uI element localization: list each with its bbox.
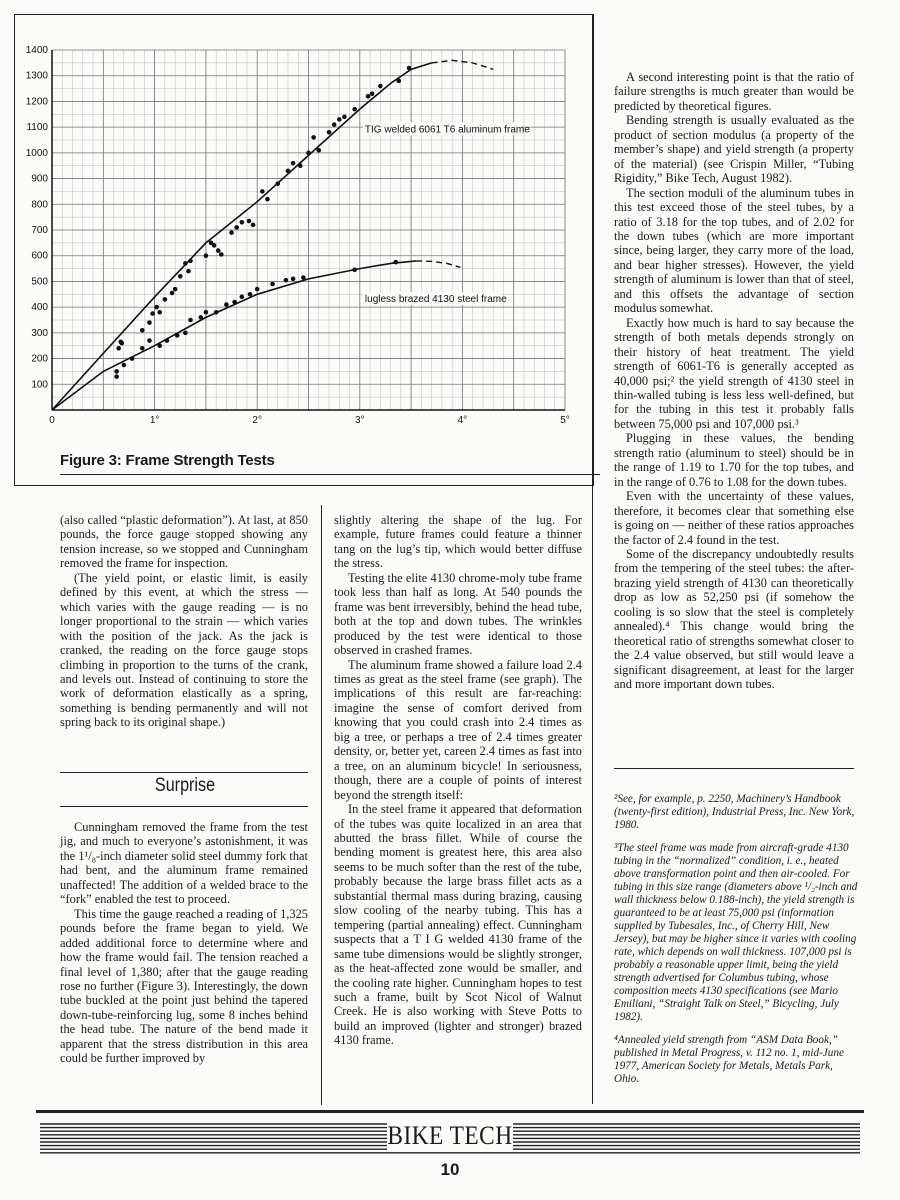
data-point: [311, 135, 316, 140]
frame-strength-chart: [0, 0, 600, 450]
data-point: [188, 259, 193, 264]
data-point: [275, 181, 280, 186]
middle-column: [334, 513, 582, 1048]
data-point: [116, 346, 121, 351]
data-point: [140, 328, 145, 333]
data-point: [327, 130, 332, 135]
data-point: [251, 223, 256, 228]
paragraph: In the steel frame it appeared that deformation of the tubes was quite localized in an area that abutted the brass fillet. While of course the bending moment is greatest here, this area also seems to be much softer than the rest of the tube, probably because the large brass fillet acts as a substantial thermal mass during brazing, causing slow cooling of the nearby tubing. This has a tempering (partial annealing) effect. Cunningham suspects that a T I G welded 4130 frame of the same tube dimensions would be slightly stronger, as the heat-affected zone would be smaller, and the cooling rate higher. Cunningham hopes to test such a frame, built by Scot Nicol of Walnut Creek. He is also working with Steve Potts to build an improved (lighter and stronger) brazed 4130 frame.: [334, 802, 582, 1048]
heading-rule-bottom: [60, 806, 308, 807]
paragraph: This time the gauge reached a reading of 1,325 pounds before the frame began to yield. We added additional force to determine where and how the frame would fail. The tension reached a final level of 1,380; after that the gauge reading rose no further (Figure 3). Interestingly, the down tube buckled at the point just behind the tapered down-tube-reinforcing lug, some 8 inches behind the head tube. The nature of the bend made it apparent that the stress distribution in this area could be further improved by: [60, 906, 308, 1066]
page-number: 10: [440, 1160, 460, 1179]
footnotes: [614, 793, 858, 1096]
series-label: TIG welded 6061 T6 aluminum frame: [364, 124, 530, 136]
y-tick-label: 1100: [26, 122, 48, 134]
section-heading: Surprise: [154, 775, 216, 796]
data-point: [147, 338, 152, 343]
data-point: [130, 356, 135, 361]
masthead-title: BIKE TECH: [387, 1121, 513, 1150]
data-point: [337, 117, 342, 122]
data-point: [163, 297, 168, 302]
y-tick-label: 1300: [25, 70, 48, 82]
footnote-2: ²See, for example, p. 2250, Machinery’s Handbook (twenty-first edition), Industrial Press, Inc. New York, 1980.: [614, 793, 855, 831]
data-point: [393, 260, 398, 265]
data-point: [147, 320, 152, 325]
caption-rule: [60, 474, 600, 475]
series-curve-dashed: [416, 261, 460, 267]
data-point: [183, 331, 188, 336]
data-point: [150, 311, 155, 316]
data-point: [178, 274, 183, 279]
data-point: [396, 79, 401, 84]
data-point: [157, 343, 162, 348]
data-point: [183, 261, 188, 266]
column-divider-right: [592, 14, 593, 1104]
data-point: [265, 197, 270, 202]
data-point: [306, 151, 311, 156]
column-divider-middle: [321, 505, 322, 1105]
paragraph: Cunningham removed the frame from the test jig, and much to everyone’s astonishment, it was the 1¹/₈-inch diameter solid steel dummy fork that had bent, and the aluminum frame remained unaffected! The addition of a welded brace to the “fork” enabled the test to proceed.: [60, 820, 308, 907]
data-point: [154, 305, 159, 310]
y-tick-label: 200: [31, 353, 48, 365]
data-point: [260, 189, 265, 194]
paragraph: Some of the discrepancy undoubtedly results from the tempering of the steel tubes: the after-brazing yield strength of 4130 can theoretically drop as low as 52,250 psi (if somehow the cooling is so slow that the steel is completely annealed).⁴ This change would bring the theoretical ratio of strengths somewhat closer to the 2.4 value observed, but still would leave a significant disagreement, at least for the larger and more important down tubes.: [614, 546, 854, 692]
data-point: [301, 275, 306, 280]
paragraph: slightly altering the shape of the lug. For example, future frames could feature a thinner tang on the lug’s tip, which would better diffuse the stress.: [334, 513, 582, 571]
y-tick-label: 1000: [25, 147, 48, 159]
x-tick-label: 4°: [457, 415, 468, 426]
footnote-3: ³The steel frame was made from aircraft-grade 4130 tubing in the “normalized” condition, i. e., heated above transformation point and then air-cooled. For tubing in this size range (diameters above ¹/₂-inch and wall thickness below 0.188-inch), the yield strength is guaranteed to be at least 75,000 psi (information supplied by Tubesales, Inc., of Cherry Hill, New Jersey), but may be higher since it varies with cooling rate, which depends on wall thickness. 107,000 psi is probably a reasonable upper limit, being the yield strength advertised for Columbus tubing, whose composition meets 4130 specifications (see Mario Emiliani, “Straight Talk on Steel,” Bicycling, July 1982).: [614, 842, 858, 1023]
right-column: [614, 70, 854, 691]
data-point: [366, 94, 371, 99]
y-tick-label: 400: [31, 302, 48, 314]
paragraph: The aluminum frame showed a failure load 2.4 times as great as the steel frame (see graph). The implications of this result are far-reaching: imagine the sense of comfort derived from knowing that you could crash into 2.4 times as big a tree, or perhaps a tree of 2.4 times greater density, or, better yet, careen 2.4 times as fast into a tree, on an aluminum bicycle! In seriousness, though, there are a couple of points of interest beyond the strength itself:: [334, 657, 582, 802]
paragraph: (The yield point, or elastic limit, is easily defined by this event, at which the stress — which varies with the gauge reading — is no longer proportional to the strain — which varies with the position of the jack. As the jack is cranked, the reading on the force gauge stops climbing in proportion to the turns of the crank, and levels out. Instead of continuing to store the work of deformation elastically as a spring, something is bending permanently and will not spring back to its original shape.): [60, 570, 308, 730]
data-point: [240, 220, 245, 225]
data-point: [291, 277, 296, 282]
data-point: [378, 84, 383, 89]
paragraph: (also called “plastic deformation”). At last, at 850 pounds, the force gauge stopped showing any tension increase, so we stopped and Cunningham removed the frame for inspection.: [60, 513, 308, 571]
data-point: [232, 300, 237, 305]
y-tick-label: 1200: [25, 96, 48, 108]
data-point: [173, 287, 178, 292]
y-tick-label: 1400: [25, 45, 48, 56]
data-point: [316, 148, 321, 153]
data-point: [248, 292, 253, 297]
data-point: [270, 282, 275, 287]
paragraph: Plugging in these values, the bending strength ratio (aluminum to steel) should be in the range of 1.19 to 1.70 for the top tubes, and in the range of 0.76 to 1.08 for the down tubes.: [614, 431, 854, 489]
data-point: [114, 374, 119, 379]
series-curve: [52, 261, 416, 410]
left-column-top: [60, 513, 308, 730]
left-column-bottom: [60, 820, 308, 1066]
series-label: lugless brazed 4130 steel frame: [364, 294, 507, 305]
x-tick-label: 1°: [149, 415, 160, 426]
x-tick-label: 2°: [252, 415, 262, 426]
paragraph: Exactly how much is hard to say because the strength of both metals depends strongly on their history of heat treatment. The yield strength of 6061-T6 is generally accepted as 40,000 psi;² the yield strength of 4130 steel in thin-walled tubing is less less well-defined, but for the tubing in this test it probably falls between 75,000 psi and 107,000 psi.³: [614, 315, 854, 431]
y-tick-label: 100: [31, 379, 48, 391]
data-point: [407, 66, 412, 71]
data-point: [204, 310, 209, 315]
data-point: [229, 230, 234, 235]
y-tick-label: 500: [31, 276, 48, 288]
paragraph: A second interesting point is that the ratio of failure strengths is much greater than would be predicted by theoretical figures.: [614, 70, 854, 113]
data-point: [188, 318, 193, 323]
data-point: [114, 369, 119, 374]
data-point: [204, 253, 209, 258]
data-point: [175, 333, 180, 338]
data-point: [332, 122, 337, 127]
figure-caption: Figure 3: Frame Strength Tests: [60, 452, 275, 469]
data-point: [298, 163, 303, 168]
data-point: [170, 291, 175, 296]
footer-rule-heavy: [36, 1110, 864, 1113]
x-tick-label: 3°: [355, 415, 365, 426]
data-point: [219, 252, 224, 257]
data-point: [224, 302, 229, 307]
data-point: [122, 363, 127, 368]
data-point: [157, 310, 162, 315]
data-point: [284, 278, 289, 283]
data-point: [352, 107, 357, 112]
paragraph: Bending strength is usually evaluated as the product of section modulus (a property of the member’s shape) and yield strength (a property of the material) (see Crispin Miller, “Tubing Rigidity,” Bike Tech, August 1982).: [614, 113, 854, 186]
x-tick-label: 0: [49, 415, 55, 426]
data-point: [234, 225, 239, 230]
data-point: [165, 338, 170, 343]
x-tick-label: 5°: [560, 415, 570, 426]
data-point: [370, 91, 375, 96]
footnote-rule: [614, 768, 854, 769]
data-point: [286, 169, 291, 174]
paragraph: The section moduli of the aluminum tubes in this test exceed those of the steel tubes, by a ratio of 3.18 for the top tubes, and of 2.02 for the down tubes (which are more important since, being larger, they carry more of the load, and bear higher stresses). However, the yield strength of aluminum is lower than that of steel, and this offsets the advantage of section modulus somewhat.: [614, 185, 854, 316]
data-point: [255, 287, 260, 292]
paragraph: Testing the elite 4130 chrome-moly tube frame took less than half as long. At 540 pounds the frame was bent irreversibly, behind the head tube, both at the top and down tubes. The wrinkles produced by the test were identical to those observed in crashed frames.: [334, 570, 582, 658]
data-point: [119, 341, 124, 346]
y-tick-label: 700: [31, 225, 48, 236]
data-point: [291, 161, 296, 166]
data-point: [240, 295, 245, 300]
y-tick-label: 800: [31, 199, 48, 211]
y-tick-label: 900: [31, 173, 48, 185]
data-point: [214, 310, 219, 315]
paragraph: Even with the uncertainty of these values, therefore, it becomes clear that something else is going on — neither of these ratios approaches the factor of 2.4 found in the test.: [614, 489, 854, 547]
footnote-4: ⁴Annealed yield strength from “ASM Data Book,” published in Metal Progress, v. 112 no. 1, mid-June 1977, American Society for Metals, Metals Park, Ohio.: [614, 1034, 844, 1085]
data-point: [216, 248, 221, 253]
data-point: [342, 115, 347, 120]
y-tick-label: 300: [31, 327, 48, 339]
data-point: [186, 269, 191, 274]
data-point: [212, 243, 217, 248]
series-curve: [52, 63, 432, 410]
y-tick-label: 600: [31, 250, 48, 262]
data-point: [198, 315, 203, 320]
heading-rule-top: [60, 772, 308, 773]
data-point: [140, 346, 145, 351]
data-point: [352, 268, 357, 273]
data-point: [247, 219, 252, 224]
